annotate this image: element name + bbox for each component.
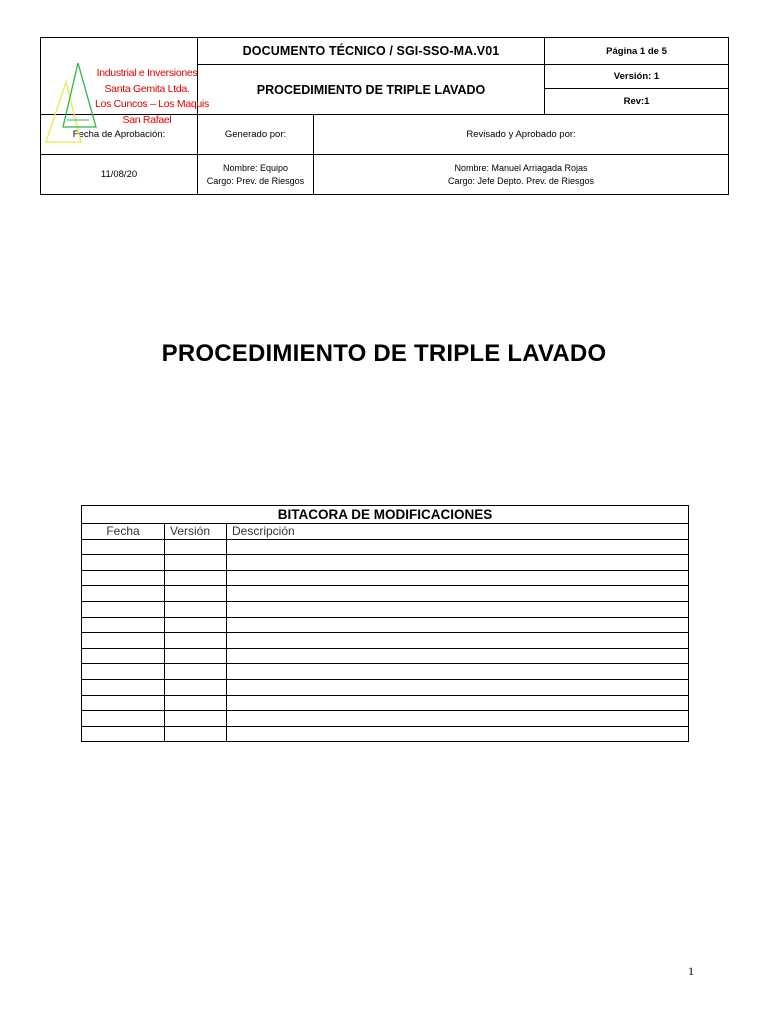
page-title: PROCEDIMIENTO DE TRIPLE LAVADO bbox=[161, 340, 607, 367]
table-cell bbox=[227, 711, 689, 727]
table-row bbox=[82, 555, 689, 571]
table-row bbox=[82, 679, 689, 695]
table-row bbox=[82, 601, 689, 617]
table-row bbox=[82, 586, 689, 602]
table-row bbox=[82, 617, 689, 633]
table-row bbox=[82, 726, 689, 742]
table-row bbox=[82, 539, 689, 555]
generated-by-role: Cargo: Prev. de Riesgos bbox=[206, 175, 305, 186]
table-row bbox=[82, 695, 689, 711]
revision-label: Rev:1 bbox=[545, 89, 729, 115]
table-cell bbox=[165, 539, 227, 555]
table-cell bbox=[165, 711, 227, 727]
table-cell bbox=[82, 570, 165, 586]
column-header-fecha: Fecha bbox=[82, 524, 165, 540]
company-name-line: Industrial e Inversiones bbox=[96, 67, 198, 79]
table-cell bbox=[82, 555, 165, 571]
reviewed-by-role: Cargo: Jefe Depto. Prev. de Riesgos bbox=[448, 175, 594, 186]
table-cell bbox=[165, 648, 227, 664]
table-cell bbox=[82, 726, 165, 742]
table-cell bbox=[165, 695, 227, 711]
table-row bbox=[82, 633, 689, 649]
table-cell bbox=[82, 633, 165, 649]
table-cell bbox=[82, 664, 165, 680]
reviewed-by-label: Revisado y Aprobado por: bbox=[314, 115, 729, 155]
reviewed-by-name: Nombre: Manuel Arriagada Rojas bbox=[454, 162, 588, 173]
table-cell bbox=[227, 570, 689, 586]
modifications-log-table bbox=[81, 505, 689, 742]
table-cell bbox=[165, 555, 227, 571]
table-row bbox=[82, 570, 689, 586]
generated-by-label: Generado por: bbox=[198, 115, 314, 155]
table-cell bbox=[227, 617, 689, 633]
table-cell bbox=[165, 633, 227, 649]
page-label: Página 1 de 5 bbox=[545, 38, 729, 65]
log-title: BITACORA DE MODIFICACIONES bbox=[82, 506, 689, 524]
table-cell bbox=[227, 726, 689, 742]
table-cell bbox=[227, 679, 689, 695]
document-code: DOCUMENTO TÉCNICO / SGI-SSO-MA.V01 bbox=[198, 38, 545, 65]
approval-date-label: Fecha de Aprobación: bbox=[41, 115, 198, 155]
version-label: Versión: 1 bbox=[545, 65, 729, 89]
table-cell bbox=[227, 633, 689, 649]
table-row bbox=[82, 711, 689, 727]
table-cell bbox=[82, 695, 165, 711]
table-cell bbox=[82, 648, 165, 664]
table-cell bbox=[227, 664, 689, 680]
table-cell bbox=[82, 539, 165, 555]
table-cell bbox=[165, 679, 227, 695]
reviewed-by-info bbox=[314, 155, 729, 195]
table-cell bbox=[82, 601, 165, 617]
table-cell bbox=[227, 601, 689, 617]
table-cell bbox=[227, 695, 689, 711]
page-number: 1 bbox=[688, 964, 694, 978]
table-cell bbox=[82, 679, 165, 695]
column-header-descripcion: Descripción bbox=[227, 524, 689, 540]
table-row bbox=[82, 648, 689, 664]
company-name-line: San Rafael bbox=[122, 113, 172, 126]
approval-date-value: 11/08/20 bbox=[41, 155, 198, 195]
procedure-title: PROCEDIMIENTO DE TRIPLE LAVADO bbox=[198, 65, 545, 115]
table-row bbox=[82, 664, 689, 680]
table-cell bbox=[165, 601, 227, 617]
table-cell bbox=[82, 711, 165, 727]
table-cell bbox=[227, 586, 689, 602]
table-cell bbox=[227, 648, 689, 664]
company-name bbox=[95, 66, 209, 128]
generated-by-info bbox=[198, 155, 314, 195]
table-cell bbox=[82, 586, 165, 602]
generated-by-name: Nombre: Equipo bbox=[222, 162, 289, 173]
table-cell bbox=[82, 617, 165, 633]
table-cell bbox=[227, 555, 689, 571]
table-cell bbox=[165, 617, 227, 633]
company-logo bbox=[41, 38, 209, 126]
table-cell bbox=[165, 726, 227, 742]
document-header bbox=[40, 37, 729, 195]
table-cell bbox=[165, 586, 227, 602]
table-cell bbox=[227, 539, 689, 555]
table-cell bbox=[165, 664, 227, 680]
table-cell bbox=[165, 570, 227, 586]
column-header-version: Versión bbox=[165, 524, 227, 540]
company-name-line: Santa Gemita Ltda. bbox=[104, 82, 190, 95]
company-name-line: Los Cuncos – Los Maquis bbox=[95, 98, 209, 110]
